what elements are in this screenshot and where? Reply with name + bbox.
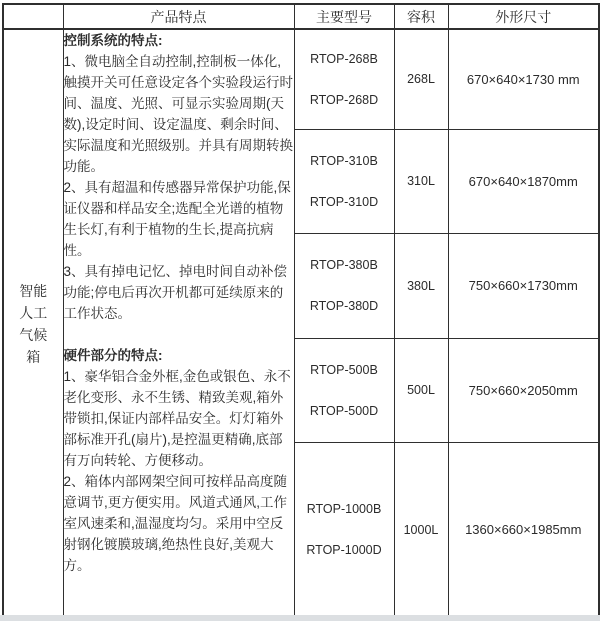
model-name: RTOP-310D: [309, 194, 379, 209]
header-row: [3, 4, 599, 29]
models-cell: [294, 129, 394, 233]
spec-table: [2, 3, 600, 619]
category-line: 人工: [19, 304, 48, 321]
category-line: 箱: [26, 348, 41, 365]
dimensions-cell: 750×660×2050mm: [448, 338, 599, 442]
model-name: RTOP-1000D: [306, 543, 382, 558]
features-header-cell: 产品特点: [63, 4, 294, 29]
capacity-cell: 310L: [394, 129, 448, 233]
models-cell: [294, 338, 394, 442]
capacity-cell: 1000L: [394, 442, 448, 618]
dimensions-cell: 670×640×1870mm: [448, 129, 599, 233]
page-bottom-strip: [0, 615, 600, 621]
model-name: RTOP-500D: [309, 403, 379, 418]
category-line: 气候: [19, 326, 48, 343]
category-line: 智能: [19, 282, 48, 299]
dimensions-header-cell: 外形尺寸: [448, 4, 599, 29]
features-cell: [63, 29, 294, 618]
model-name: RTOP-1000B: [306, 502, 382, 517]
features-item: 2、具有超温和传感器异常保护功能,保证仪器和样品安全;选配全光谱的植物生长灯,有利于植物的生长,提高抗病性。: [63, 180, 291, 258]
capacity-cell: 268L: [394, 29, 448, 129]
models-cell: [294, 29, 394, 129]
features-item: 1、豪华铝合金外框,金色或银色、永不老化变形、永不生锈、精致美观,箱外带锁扣,保证内部样品安全。灯灯箱外部标准开孔(扇片),是控温更精确,底部有万向转轮、方便移动。: [63, 369, 291, 468]
category-header-cell: [3, 4, 63, 29]
models-cell: [294, 442, 394, 618]
dimensions-cell: 750×660×1730mm: [448, 233, 599, 338]
model-name: RTOP-500B: [310, 362, 378, 377]
table-row: [3, 29, 599, 129]
model-name: RTOP-268B: [310, 51, 378, 66]
dimensions-cell: 670×640×1730 mm: [448, 29, 599, 129]
features-item: 3、具有掉电记忆、掉电时间自动补偿功能;停电后再次开机都可延续原来的工作状态。: [63, 264, 288, 321]
dimensions-cell: 1360×660×1985mm: [448, 442, 599, 618]
model-name: RTOP-310B: [310, 153, 378, 168]
features-section-title: 控制系统的特点:: [63, 33, 163, 48]
capacity-header-cell: 容积: [394, 4, 448, 29]
models-cell: [294, 233, 394, 338]
category-cell: [3, 29, 63, 618]
features-section-title: 硬件部分的特点:: [63, 348, 163, 363]
models-header-cell: 主要型号: [294, 4, 394, 29]
model-name: RTOP-380D: [309, 299, 379, 313]
model-name: RTOP-380B: [310, 258, 378, 272]
features-spacer: [64, 324, 294, 345]
capacity-cell: 500L: [394, 338, 448, 442]
features-item: 2、箱体内部网架空间可按样品高度随意调节,更方便实用。风道式通风,工作室风速柔和,温湿度均匀。采用中空反射钢化镀膜玻璃,绝热性良好,美观大方。: [63, 474, 288, 573]
features-item: 1、微电脑全自动控制,控制板一体化,触摸开关可任意设定各个实验段运行时间、温度、光照、可显示实验周期(天数),设定时间、设定温度、剩余时间、实际温度和光照级别。并具有周期转换功能。: [63, 54, 293, 174]
capacity-cell: 380L: [394, 233, 448, 338]
model-name: RTOP-268D: [309, 92, 379, 107]
